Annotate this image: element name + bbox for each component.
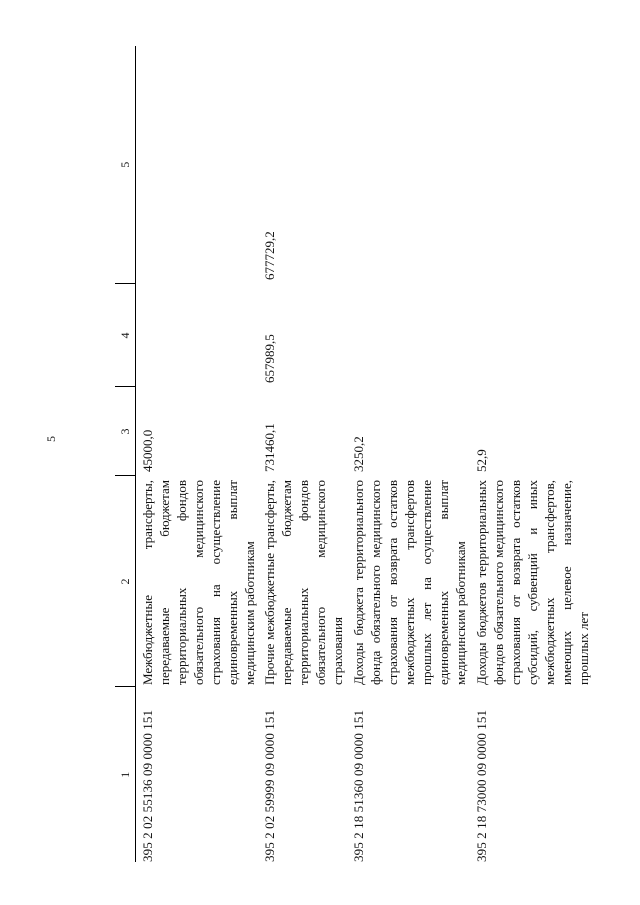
value-col4-cell xyxy=(347,284,470,387)
budget-table xyxy=(115,46,592,862)
budget-code-cell: 395 2 18 73000 09 0000 151 xyxy=(474,709,489,862)
value-col5-cell: 677729,2 xyxy=(262,231,277,280)
header-col-1: 1 xyxy=(115,687,136,862)
header-col-5: 5 xyxy=(115,46,136,284)
value-col5-cell xyxy=(347,46,470,284)
description-cell: Доходы бюджета территориального фонда обязательного медицинского страхования от возврата остатков межбюджетных трансфертов прошлых лет на осуществление единовременных выплат медицинским работникам xyxy=(351,480,468,685)
description-cell: Доходы бюджетов территориальных фондов обязательного медицинского страхования от возврата остатков субсидий, субвенций и иных межбюджетных трансфертов, имеющих целевое назначение, прошлых лет xyxy=(474,480,591,685)
value-col3-cell: 731460,1 xyxy=(262,423,277,472)
header-col-4: 4 xyxy=(115,284,136,387)
value-col3-cell: 45000,0 xyxy=(140,429,155,472)
value-col3-cell: 52,9 xyxy=(474,449,489,472)
table-header-row xyxy=(115,46,136,862)
value-col4-cell xyxy=(470,284,592,387)
budget-code-cell: 395 2 02 59999 09 0000 151 xyxy=(262,709,277,862)
description-cell: Прочие межбюджетные трансферты, передаваемые бюджетам территориальных фондов обязательного медицинского страхования xyxy=(262,480,345,685)
table-row xyxy=(470,46,592,862)
header-col-2: 2 xyxy=(115,476,136,687)
value-col4-cell: 657989,5 xyxy=(262,334,277,383)
table-row xyxy=(136,46,259,862)
budget-code-cell: 395 2 02 55136 09 0000 151 xyxy=(140,709,155,862)
description-cell: Межбюджетные трансферты, передаваемые бюджетам территориальных фондов обязательного медицинского страхования на осуществление единовременных выплат медицинским работникам xyxy=(140,480,257,685)
value-col4-cell xyxy=(136,284,259,387)
header-col-3: 3 xyxy=(115,387,136,476)
rotated-table-container xyxy=(115,46,591,862)
value-col3-cell: 3250,2 xyxy=(351,436,366,472)
budget-code-cell: 395 2 18 51360 09 0000 151 xyxy=(351,709,366,862)
value-col5-cell xyxy=(136,46,259,284)
table-row xyxy=(258,46,347,862)
page-number: 5 xyxy=(44,436,58,442)
table-row xyxy=(347,46,470,862)
value-col5-cell xyxy=(470,46,592,284)
